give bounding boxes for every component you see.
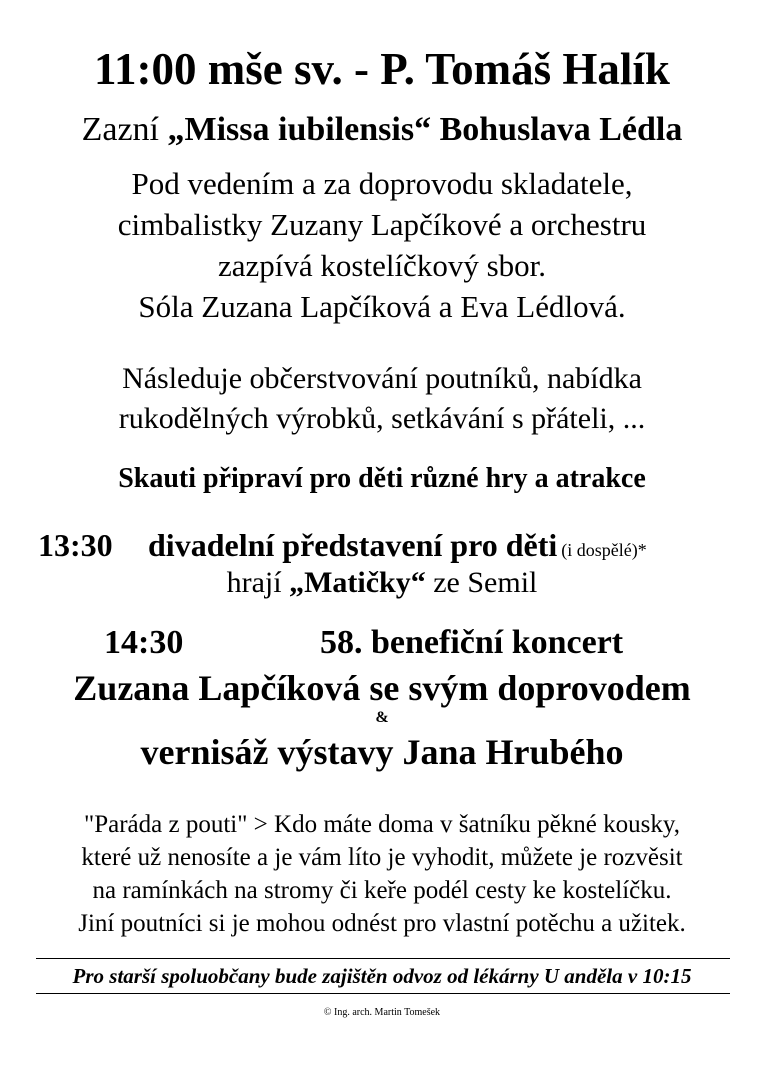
theatre-title-row (148, 529, 647, 561)
description-line: Sóla Zuzana Lapčíková a Eva Lédlová. (138, 289, 626, 324)
performer-suffix: ze Semil (425, 566, 538, 599)
scouts-announcement: Skauti připraví pro děti různé hry a atrakce (118, 463, 646, 494)
mass-subtitle (0, 113, 764, 147)
missa-title: „Missa iubilensis“ Bohuslava Lédla (167, 111, 683, 148)
refreshments-line: rukodělných výrobků, setkávání s přáteli, ... (118, 402, 646, 435)
description-line: zazpívá kostelíčkový sbor. (218, 248, 546, 283)
theatre-note: (i dospělé)* (561, 540, 647, 560)
exhibition-title: vernisáž výstavy Jana Hrubého (140, 732, 624, 772)
description-line: cimbalistky Zuzany Lapčíkové a orchestru (117, 207, 647, 242)
concert-time: 14:30 (104, 624, 184, 661)
description-line: Pod vedením a za doprovodu skladatele, (131, 166, 633, 201)
theatre-performer (0, 568, 764, 598)
ampersand: & (375, 709, 389, 726)
concert-title: 58. benefiční koncert (320, 624, 624, 661)
concert-artist: Zuzana Lapčíková se svým doprovodem (73, 668, 691, 708)
parade-line: které už nenosíte a je vám líto je vyhodit, můžete je rozvěsit (81, 844, 683, 871)
copyright: © Ing. arch. Martin Tomešek (323, 1007, 441, 1018)
performer-name: „Matičky“ (289, 566, 426, 599)
performer-prefix: hrají (226, 566, 290, 599)
divider-top (36, 958, 730, 959)
subtitle-prefix: Zazní (81, 111, 168, 148)
theatre-time: 13:30 (38, 527, 113, 563)
page-title: 11:00 mše sv. - P. Tomáš Halík (94, 44, 670, 94)
parade-line: "Paráda z pouti" > Kdo máte doma v šatníku pěkné kousky, (84, 811, 680, 838)
parade-line: na ramínkách na stromy či keře podél cesty ke kostelíčku. (92, 877, 672, 904)
refreshments-line: Následuje občerstvování poutníků, nabídka (122, 362, 642, 395)
divider-bottom (36, 993, 730, 994)
theatre-title: divadelní představení pro děti (148, 527, 558, 563)
transport-note: Pro starší spoluobčany bude zajištěn odvoz od lékárny U anděla v 10:15 (72, 964, 692, 988)
parade-line: Jiní poutníci si je mohou odnést pro vlastní potěchu a užitek. (78, 910, 686, 937)
